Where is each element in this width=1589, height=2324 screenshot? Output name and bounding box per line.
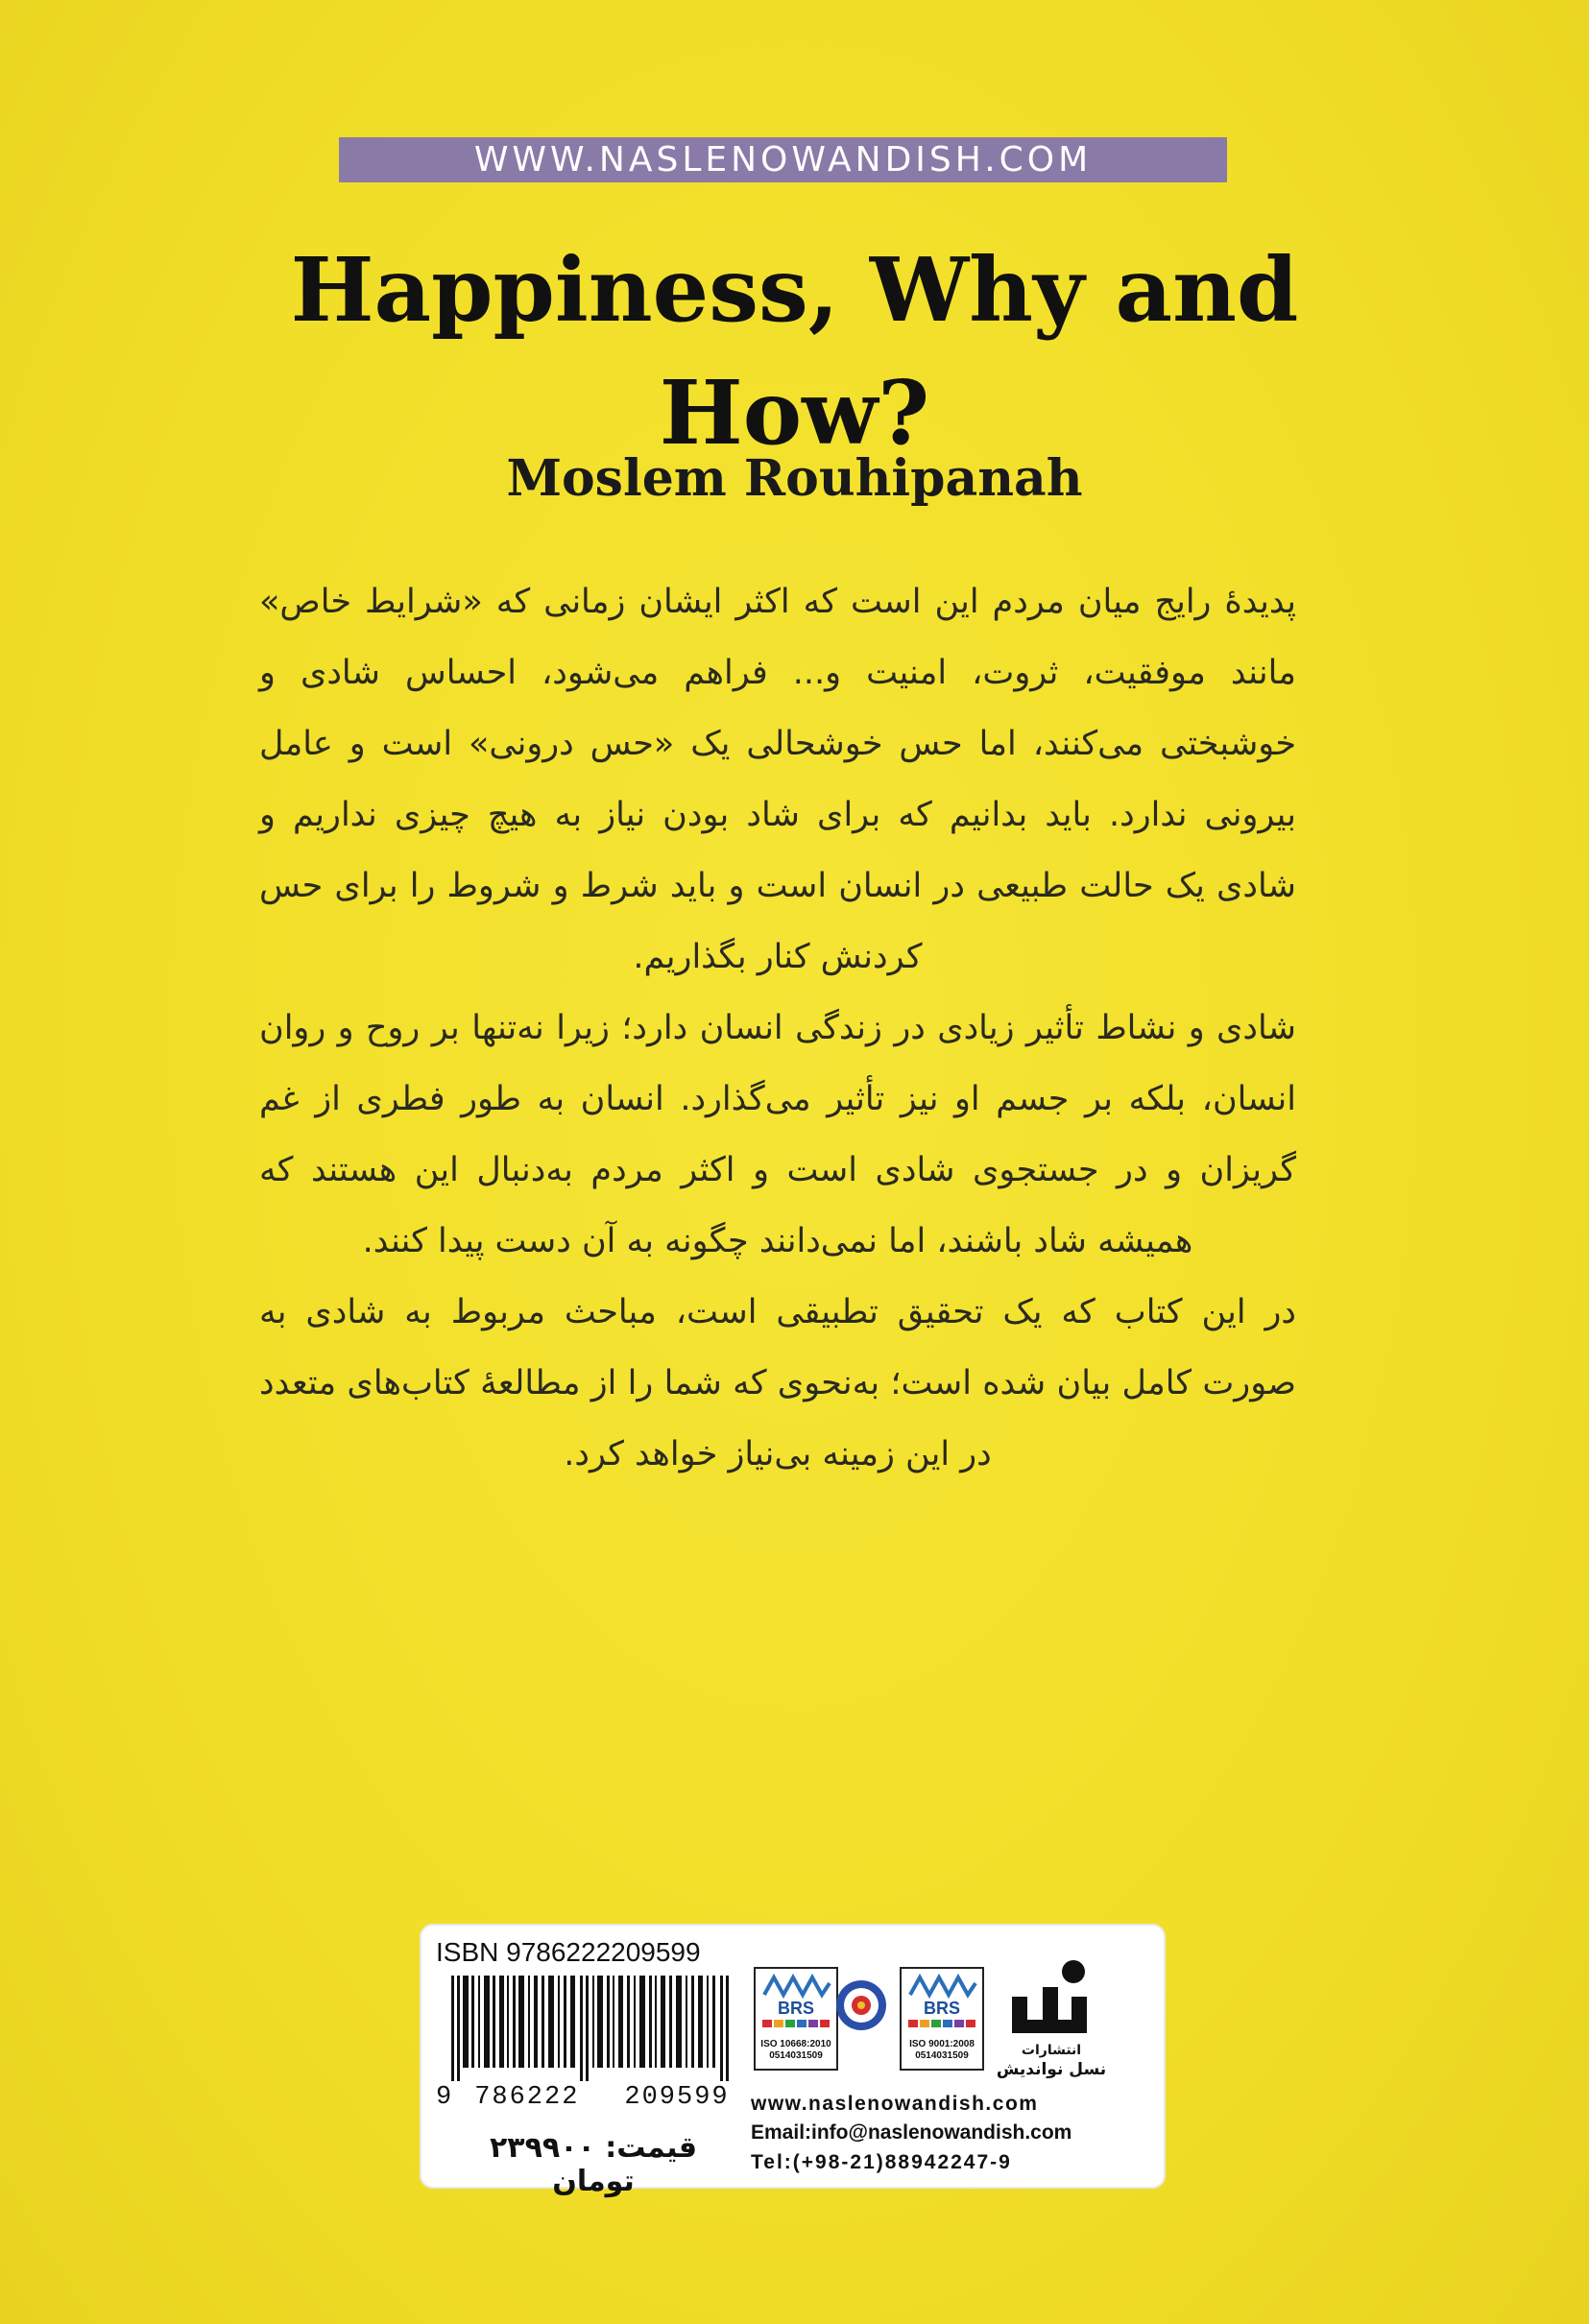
barcode-image bbox=[451, 1976, 730, 2081]
barcode-digits bbox=[436, 2083, 735, 2112]
isbn-label: ISBN 9786222209599 bbox=[436, 1937, 701, 1967]
cert-right-iso: ISO 9001:2008 bbox=[909, 2039, 975, 2049]
barcode-digit-prefix: 9 bbox=[436, 2083, 454, 2112]
barcode-digit-group-1: 786222 bbox=[474, 2083, 580, 2112]
svg-text:BRS: BRS bbox=[923, 1999, 961, 2018]
barcode-digit-group-2: 209599 bbox=[624, 2083, 730, 2112]
book-title-line1: Happiness, Why and bbox=[290, 238, 1299, 342]
certification-seal-icon bbox=[833, 1977, 889, 2033]
cert-left-code: 0514031509 bbox=[769, 2050, 823, 2061]
description-paragraph-3: در این کتاب که یک تحقیق تطبیقی است، مباحث مربوط به شادی به صورت کامل بیان شده است؛ به‌نحوی که شما را از مطالعهٔ کتاب‌های متعدد در این زمینه بی‌نیاز خواهد کرد. bbox=[259, 1293, 1296, 1473]
publisher-website: www.naslenowandish.com bbox=[751, 2093, 1039, 2115]
publisher-logo-icon bbox=[999, 1958, 1104, 2045]
description-paragraph-1: پدیدهٔ رایج میان مردم این است که اکثر ایشان زمانی که «شرایط خاص» مانند موفقیت، ثروت، امنیت و... فراهم می‌شود، احساس شادی و خوشبختی می‌کنند، اما حس خوشحالی یک «حس درونی» است و عامل بیرونی ندارد. باید بدانیم که برای شاد بودن نیاز به هیچ چیزی نداریم و شادی یک حالت طبیعی در انسان است و باید شرط و شروط را برای حس کردنش کنار بگذاریم. bbox=[259, 583, 1296, 976]
description-paragraph-2: شادی و نشاط تأثیر زیادی در زندگی انسان دارد؛ زیرا نه‌تنها بر روح و روان انسان، بلکه بر جسم او نیز تأثیر می‌گذارد. انسان به طور فطری از غم گریزان و در جستجوی شادی است و اکثر مردم به‌دنبال این هستند که همیشه شاد باشند، اما نمی‌دانند چگونه به آن دست پیدا کنند. bbox=[259, 1009, 1296, 1260]
publisher-name: نسل نواندیش bbox=[996, 2060, 1107, 2079]
publisher-email: Email:info@naslenowandish.com bbox=[751, 2121, 1072, 2144]
website-banner: WWW.NASLENOWANDISH.COM bbox=[339, 137, 1227, 182]
cert-right-code: 0514031509 bbox=[915, 2050, 969, 2061]
publisher-phone: Tel:(+98-21)88942247-9 bbox=[751, 2151, 1012, 2173]
book-title-line2: How? bbox=[659, 361, 930, 465]
book-description bbox=[259, 566, 1296, 1490]
svg-text:BRS: BRS bbox=[777, 1999, 815, 2018]
author-name: Moslem Rouhipanah bbox=[506, 449, 1083, 508]
cert-left-iso: ISO 10668:2010 bbox=[760, 2039, 831, 2049]
publisher-label: انتشارات bbox=[1021, 2043, 1082, 2058]
price-label: قیمت: ۲۳۹۹۰۰ تومان bbox=[489, 2131, 698, 2198]
book-title bbox=[211, 228, 1378, 474]
